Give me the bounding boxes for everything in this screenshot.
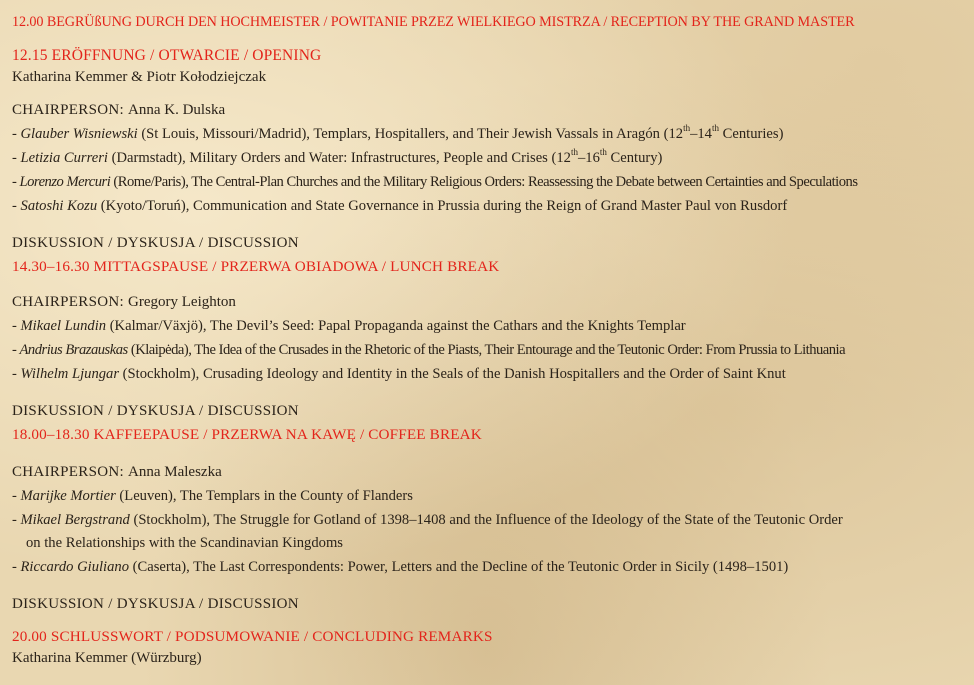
talk-item: - Wilhelm Ljungar (Stockholm), Crusading Ideology and Identity in the Seals of the Danish Hospitallers and the Order of Saint Knut xyxy=(12,366,786,382)
speaker-name: Glauber Wisniewski xyxy=(20,126,138,142)
talk-item: - Satoshi Kozu (Kyoto/Toruń), Communication and State Governance in Prussia during the Reign of Grand Master Paul von Rusdorf xyxy=(12,198,788,214)
speaker-name: Mikael Lundin xyxy=(20,318,107,334)
chairperson-name: Gregory Leighton xyxy=(128,294,236,310)
chairperson-panel2 xyxy=(12,292,236,312)
speaker-name: Lorenzo Mercuri xyxy=(19,174,111,190)
chairperson-label: CHAIRPERSON: xyxy=(12,464,124,480)
opening-speakers: Katharina Kemmer & Piotr Kołodziejczak xyxy=(12,69,267,85)
speaker-name: Satoshi Kozu xyxy=(20,198,98,214)
chairperson-name: Anna K. Dulska xyxy=(128,102,226,118)
speaker-name: Mikael Bergstrand xyxy=(20,512,130,528)
speaker-name: Letizia Curreri xyxy=(20,150,108,166)
talk-item: - Letizia Curreri (Darmstadt), Military Orders and Water: Infrastructures, People and Crises (12th–16th Century) xyxy=(12,147,663,166)
discussion-heading: DISKUSSION / DYSKUSJA / DISCUSSION xyxy=(12,403,299,419)
chairperson-label: CHAIRPERSON: xyxy=(12,294,124,310)
discussion-heading: DISKUSSION / DYSKUSJA / DISCUSSION xyxy=(12,596,299,612)
talk-item: - Lorenzo Mercuri (Rome/Paris), The Central-Plan Churches and the Military Religious Orders: Reassessing the Debate between Certainties and Speculations xyxy=(12,174,858,190)
talk-item: - Andrius Brazauskas (Klaipėda), The Idea of the Crusades in the Rhetoric of the Piasts, Their Entourage and the Teutonic Order: From Prussia to Lithuania xyxy=(12,342,846,358)
talk-item: - Marijke Mortier (Leuven), The Templars in the County of Flanders xyxy=(12,488,413,504)
speaker-name: Wilhelm Ljungar xyxy=(20,366,120,382)
chairperson-panel3 xyxy=(12,462,222,482)
talk-item: - Mikael Bergstrand (Stockholm), The Struggle for Gotland of 1398–1408 and the Influence of the Ideology of the State of the Teutonic Order xyxy=(12,512,843,528)
coffee-break-line: 18.00–18.30 KAFFEEPAUSE / PRZERWA NA KAWĘ / COFFEE BREAK xyxy=(12,426,482,443)
chairperson-label: CHAIRPERSON: xyxy=(12,102,124,118)
lunch-break-line: 14.30–16.30 MITTAGSPAUSE / PRZERWA OBIADOWA / LUNCH BREAK xyxy=(12,258,500,275)
discussion-heading: DISKUSSION / DYSKUSJA / DISCUSSION xyxy=(12,235,299,251)
speaker-name: Andrius Brazauskas xyxy=(19,342,128,358)
chairperson-name: Anna Maleszka xyxy=(128,464,222,480)
speaker-name: Riccardo Giuliano xyxy=(20,559,130,575)
chairperson-panel1 xyxy=(12,100,225,120)
closing-title: 20.00 SCHLUSSWORT / PODSUMOWANIE / CONCLUDING REMARKS xyxy=(12,628,493,645)
talk-item: - Riccardo Giuliano (Caserta), The Last Correspondents: Power, Letters and the Decline of the Teutonic Order in Sicily (1498–1501) xyxy=(12,559,789,575)
reception-line: 12.00 BEGRÜßUNG DURCH DEN HOCHMEISTER / POWITANIE PRZEZ WIELKIEGO MISTRZA / RECEPTION BY THE GRAND MASTER xyxy=(12,14,855,30)
closing-speaker: Katharina Kemmer (Würzburg) xyxy=(12,650,202,666)
talk-item: - Mikael Lundin (Kalmar/Växjö), The Devil’s Seed: Papal Propaganda against the Cathars and the Knights Templar xyxy=(12,318,686,334)
speaker-name: Marijke Mortier xyxy=(20,488,116,504)
opening-line: 12.15 ERÖFFNUNG / OTWARCIE / OPENING xyxy=(12,47,322,64)
talk-item-continuation: on the Relationships with the Scandinavian Kingdoms xyxy=(26,535,343,551)
talk-item: - Glauber Wisniewski (St Louis, Missouri/Madrid), Templars, Hospitallers, and Their Jewish Vassals in Aragón (12th–14th Centuries) xyxy=(12,123,784,142)
